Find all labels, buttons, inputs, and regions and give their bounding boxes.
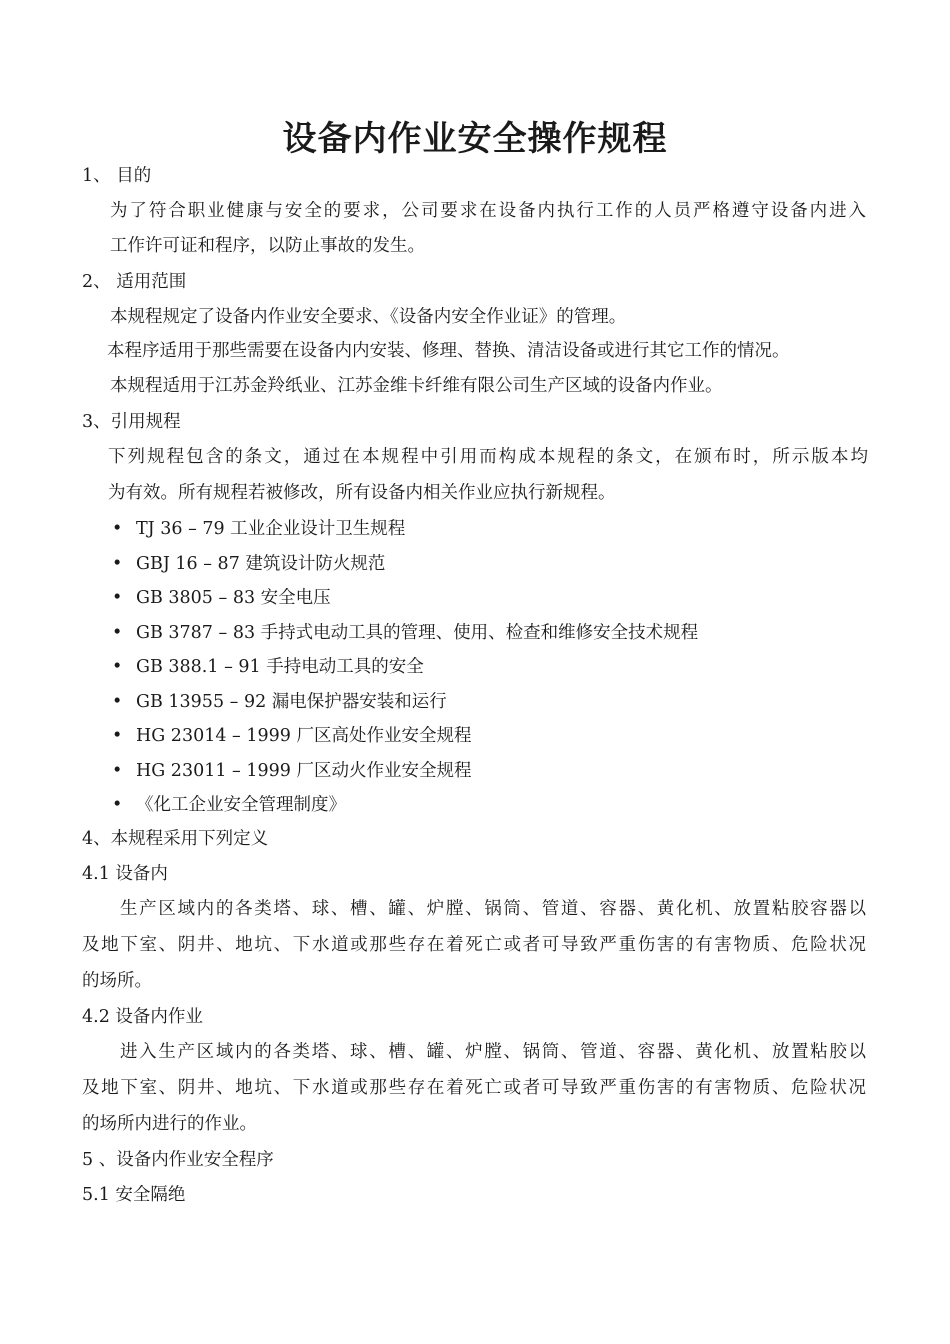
reference-list-item — [112, 719, 471, 753]
reference-text: HG 23014 – 1999 厂区高处作业安全规程 — [136, 726, 472, 746]
bullet-icon: • — [112, 761, 123, 781]
section-1-text-line-1: 为了符合职业健康与安全的要求，公司要求在设备内执行工作的人员严格遵守设备内进入 — [110, 201, 866, 221]
definition-4-2-line-1: 进入生产区域内的各类塔、球、槽、罐、炉膛、锅筒、管道、容器、黄化机、放置粘胶以 — [120, 1042, 866, 1062]
definition-4-1-line-1: 生产区域内的各类塔、球、槽、罐、炉膛、锅筒、管道、容器、黄化机、放置粘胶容器以 — [120, 899, 866, 919]
definition-4-1-line-3: 的场所。 — [82, 971, 152, 991]
reference-text: TJ 36 – 79 工业企业设计卫生规程 — [136, 519, 406, 539]
bullet-icon: • — [112, 692, 123, 712]
reference-list-item — [112, 547, 385, 581]
bullet-icon: • — [112, 726, 123, 746]
reference-list-item — [112, 650, 424, 684]
section-4-heading: 4、本规程采用下列定义 — [82, 829, 269, 849]
definition-4-2-heading: 4.2 设备内作业 — [82, 1007, 203, 1027]
bullet-icon: • — [112, 657, 123, 677]
definition-4-1-heading: 4.1 设备内 — [82, 864, 168, 884]
section-5-1-heading: 5.1 安全隔绝 — [82, 1185, 186, 1205]
reference-text: GBJ 16 – 87 建筑设计防火规范 — [136, 554, 386, 574]
reference-list-item — [112, 512, 405, 546]
section-3-text-line-2: 为有效。所有规程若被修改，所有设备内相关作业应执行新规程。 — [108, 483, 616, 503]
section-5-heading: 5 、设备内作业安全程序 — [82, 1150, 274, 1170]
bullet-icon: • — [112, 519, 123, 539]
reference-list-item — [112, 754, 471, 788]
section-1-text-line-2: 工作许可证和程序，以防止事故的发生。 — [110, 236, 425, 256]
bullet-icon: • — [112, 554, 123, 574]
reference-text: 《化工企业安全管理制度》 — [136, 795, 346, 815]
section-3-text-line-1: 下列规程包含的条文，通过在本规程中引用而构成本规程的条文，在颁布时，所示版本均 — [108, 447, 868, 467]
reference-list-item — [112, 616, 698, 650]
reference-text: HG 23011 – 1999 厂区动火作业安全规程 — [136, 761, 472, 781]
definition-4-1-line-2: 及地下室、阴井、地坑、下水道或那些存在着死亡或者可导致严重伤害的有害物质、危险状况 — [82, 935, 866, 955]
reference-text: GB 3787 – 83 手持式电动工具的管理、使用、检查和维修安全技术规程 — [136, 623, 699, 643]
reference-list-item — [112, 788, 346, 822]
section-2-heading: 2、 适用范围 — [82, 272, 187, 292]
reference-list-item — [112, 685, 447, 719]
bullet-icon: • — [112, 623, 123, 643]
section-2-paragraph-1: 本规程规定了设备内作业安全要求、《设备内安全作业证》的管理。 — [110, 307, 627, 327]
reference-text: GB 388.1 – 91 手持电动工具的安全 — [136, 657, 424, 677]
bullet-icon: • — [112, 588, 123, 608]
section-3-heading: 3、引用规程 — [82, 412, 181, 432]
definition-4-2-line-2: 及地下室、阴井、地坑、下水道或那些存在着死亡或者可导致严重伤害的有害物质、危险状况 — [82, 1078, 866, 1098]
section-2-paragraph-2: 本程序适用于那些需要在设备内内安装、修理、替换、清洁设备或进行其它工作的情况。 — [107, 341, 790, 361]
bullet-icon: • — [112, 795, 123, 815]
document-title: 设备内作业安全操作规程 — [282, 119, 668, 159]
definition-4-2-line-3: 的场所内进行的作业。 — [82, 1114, 257, 1134]
reference-text: GB 3805 – 83 安全电压 — [136, 588, 331, 608]
reference-text: GB 13955 – 92 漏电保护器安装和运行 — [136, 692, 447, 712]
reference-list-item — [112, 581, 331, 615]
section-1-heading: 1、 目的 — [82, 166, 152, 186]
section-2-paragraph-3: 本规程适用于江苏金羚纸业、江苏金维卡纤维有限公司生产区域的设备内作业。 — [110, 376, 723, 396]
